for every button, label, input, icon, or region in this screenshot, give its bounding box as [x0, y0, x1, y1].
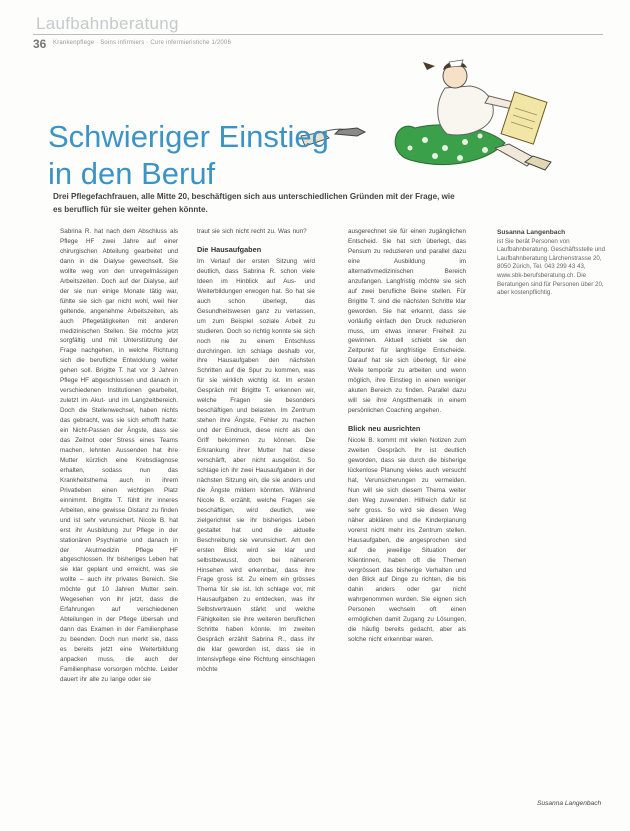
text-column-2	[197, 227, 315, 675]
subheading-hausaufgaben: Die Hausaufgaben	[197, 244, 262, 254]
author-name: Susanna Langenbach	[497, 229, 566, 236]
column-3-text-b: Nicole B. kommt mit vielen Notizen zum zweiten Gespräch. Ihr ist deutlich geworden, dass sie durch die bisherige lückenlose Planung vieles auch versucht hat, Verunsicherungen zu vermeiden. Nun will sie sich diesem Thema weiter den Weg zuwenden. Hilfreich dafür ist sehr gross. So wird sie diesen Weg näher abklären und die Kinderplanung vorerst nicht mehr ins Zentrum stellen. Hausaufgaben, die angesprochen sind auf die jeweilige Situation der Klientinnen, haben oft die Themen vergrössert das bisherige Verhalten und den Blick auf Dinge zu richten, die bis dahin anders oder gar nicht wahrgenommen wurden. Sie eignen sich Personen wechseln oft einen ermöglichen damit Zugang zu Lösungen, die häufig bereits gedacht, aber als solche nicht erkennbar waren.	[348, 437, 466, 644]
article-title	[48, 118, 329, 192]
column-2-text: Im Verlauf der ersten Sitzung wird deutlich, dass Sabrina R. schon viele Ideen im Hinblick auf Aus- und Weiterbildungen erwogen hat. So hat sie auch schon überlegt, das Gesundheitswesen ganz zu verlassen, um zum Beispiel soziale Arbeit zu studieren. Doch so richtig konnte sie sich noch nie zu einem Entschluss durchringen. Ich schlage deshalb vor, ihre Hausaufgaben den nächsten Schritten auf die Spur zu kommen, was für sie wirklich wichtig ist. Im ersten Gespräch mit Brigitte T. erkennen wir, welche Fragen sie besonders beschäftigen und belasten. Im Zentrum stehen ihre Ängste, Fehler zu machen und der Eindruck, diese nicht als den Griff bekommen zu können. Die Erkrankung ihrer Mutter hat diese verschärft, aber nicht ausgelöst. So schlage ich ihr zwei Hausaufgaben in der nächsten Sitzung ein, die sie anders und die Ängste mildern könnten. Während Nicole B. erzählt, welche Fragen sie beschäftigen, wird deutlich, wie zielgerichtet sie ihr bisheriges Leben gestaltet hat und die aktuelle Beschreibung sie verunsichert. Am den ersten Blick wird sie klar und selbstbewusst, doch bei näherem Hinsehen wird erkennbar, dass ihre Frage gross ist. Zu einem ein grösses Thema für sie ist. Ich schlage vor, mit Hausaufgaben zu entdecken, was ihr Selbstvertrauen stärkt und welche Fähigkeiten sie ihre weiteren beruflichen Schritte haben könnte. Im zweiten Gespräch erzählt Sabrina R., dass ihr die klar geworden ist, dass sie in Intensivpflege eine Richtung einschlagen möchte	[197, 257, 315, 674]
column-1-text: Sabrina R. hat nach dem Abschluss als Pflege HF zwei Jahre auf einer chirurgischen Abteilung gearbeitet und dann in die Dialyse gewechselt. Sie wollte weg von den unregelmässigen Arbeitszeiten. Doch auf der Dialyse, auf der sie nun einige Monate tätig war, fühlte sie sich gar nicht wohl, weil hier geltende, angenehme Arbeitszeiten, als auch Pflegetätigkeiten mit anderen medizinischen Stellen. Sie möchte jetzt sorgfältig und mit Unterstützung der Frage nachgehen, in welche Richtung sich die berufliche Entwicklung weiter gehen soll. Brigitte T. hat vor 3 Jahren Pflege HF abgeschlossen und danach in verschiedenen Institutionen gearbeitet, zuletzt im Akut- und im Langzeitbereich. Doch die Stellenwechsel, haben nichts das gebracht, was sie sich erhofft hatte: ein Nicht-Passen der Ängste, dass sie das Zeitnot oder Stress eines Teams machen, lehnten Aussenden hat ihre Mutter kürzlich eine Krebsdiagnose erhalten, sodass nun das Krankheitsthema auch in ihrem Privatleben einen wichtigen Platz einnimmt. Brigitte T. fühlt ihr inneres Arbeiten, eine gewisse Distanz zu finden und ist sehr verunsichert. Nicole B. hat erst ihr Ausbildung zur Pflege in der stationären Psychiatrie und danach in der Akutmedizin Pflege HF abgeschlossen. Ihr bisheriges Leben hat sie klar geplant und erreicht, was sie wollte – auch ihr privates Bereich. Sie möchte gut 10 Jahren Mutter sein. Wegesehen von ihr jetzt, dass die Erfahrungen auf verschiedenen Abteilungen in der Pflege übersah und dann das Examen in der Familienphase zu beenden. Doch nun merkt sie, dass es bereits jetzt eine Weiterbildung anpacken muss, die auch der Familienphase vorsorgen möchte. Leider dauert ihr alle zu lange oder sie	[60, 228, 178, 683]
subheading-blick: Blick neu ausrichten	[348, 424, 421, 434]
header-divider	[33, 34, 603, 35]
page-number: 36	[33, 37, 47, 51]
section-rubric: Laufbahnberatung	[36, 14, 179, 33]
white-apron	[438, 86, 494, 135]
author-signature: Susanna Langenbach	[537, 800, 602, 807]
author-sidebar	[497, 229, 607, 298]
issue-line: Krankenpflege · Soins infirmiers · Cure infermieristiche 1/2006	[53, 40, 232, 46]
text-column-3	[348, 227, 466, 645]
column-2-intro: traut sie sich nicht recht zu. Was nun?	[197, 228, 307, 235]
author-bio: ist Sie berät Personen von Laufbahnberatung. Geschäftsstelle und Laufbahnberatung Lärchenstrasse 20, 8050 Zürich, Tel. 043 299 43 43, www.sbk-berufsberatung.ch. Die Beratungen sind für Personen über 20, aber kostenpflichtig.	[497, 237, 606, 297]
title-line-1: Schwieriger Einstieg	[48, 118, 329, 154]
clipboard-icon	[501, 92, 547, 144]
column-3-text: ausgerechnet sie für einen zugänglichen Entscheid. Sie hat sich überlegt, das Pensum zu reduzieren und parallel dazu eine Ausbildung im alternativmedizinischen Bereich anzufangen. Langfristig möchte sie sich auf zwei berufliche Beine stellen. Für Brigitte T. sind die nächsten Schritte klar geworden. Sie hat erkannt, dass sie vorläufig einfach den Druck reduzieren muss, um etwas innerer Freiheit zu gewinnen. Aktuell schiebt sie den Zeitpunkt für langfristige Entscheide. Darauf hat sie sich überlegt, für eine Weile temporär zu arbeiten und wenn möglich, ihre Einstieg in einen weniger akuten Bereich zu finden. Parallel dazu will sie ihre Angstthematik in einem persönlichen Coaching angehen.	[348, 228, 466, 415]
text-column-1	[60, 227, 178, 685]
title-line-2: in den Beruf	[48, 155, 216, 191]
nurse-illustration	[295, 58, 565, 188]
article-lead: Drei Pflegefachfrauen, alle Mitte 20, beschäftigen sich aus unterschiedlichen Gründen mit der Frage, wie es beruflich für sie weiter gehen könnte.	[53, 192, 455, 215]
